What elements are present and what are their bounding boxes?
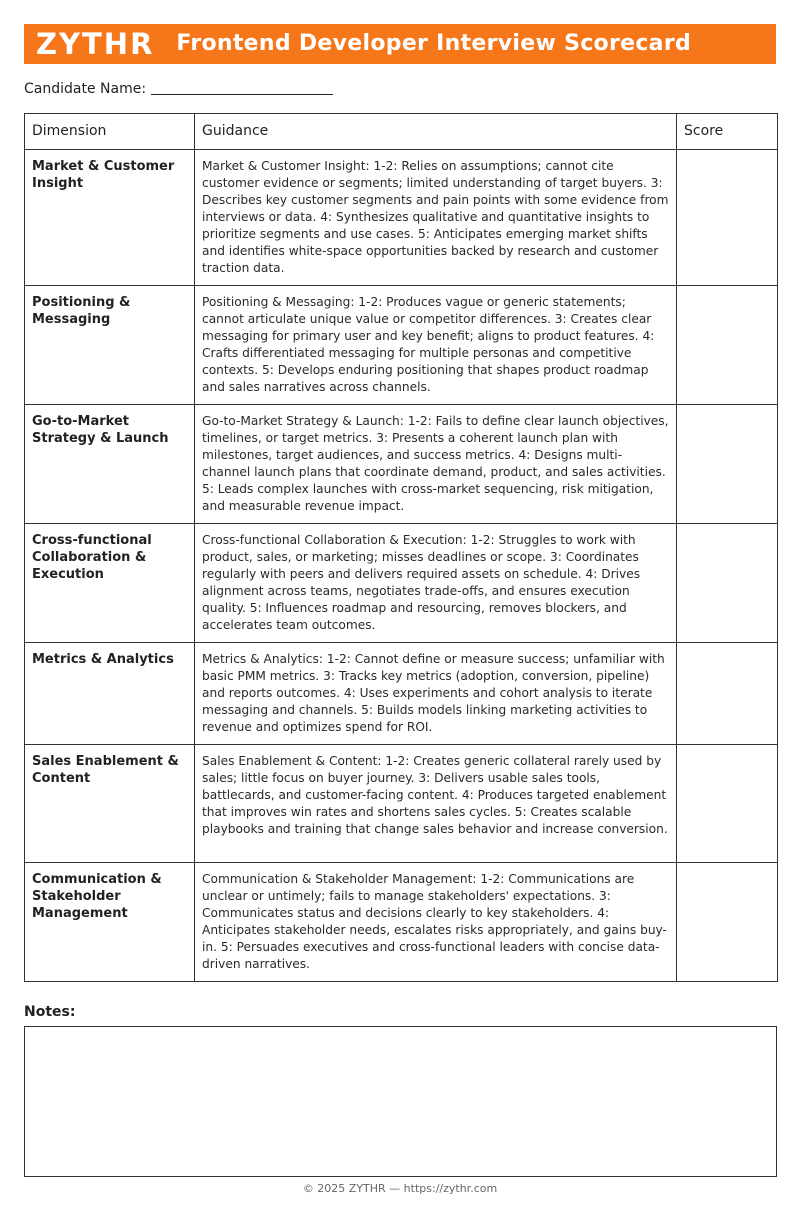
score-cell[interactable] — [677, 286, 778, 405]
score-cell[interactable] — [677, 643, 778, 745]
score-cell[interactable] — [677, 150, 778, 286]
score-cell[interactable] — [677, 405, 778, 524]
table-row — [25, 745, 778, 863]
zythr-logo: ZYTHR — [36, 27, 155, 61]
score-cell[interactable] — [677, 745, 778, 863]
table-row — [25, 286, 778, 405]
dimension-cell: Metrics & Analytics — [25, 643, 195, 745]
table-row — [25, 405, 778, 524]
candidate-name-row — [24, 78, 333, 97]
guidance-cell: Communication & Stakeholder Management: 1-2: Communications are unclear or untimely; fails to manage stakeholders' expectations. 3: Communicates status and decisions clearly to key stakeholders. 4: Anticipates stakeholder needs, escalates risks appropriately, and gains buy-in. 5: Persuades executives and cross-functional leaders with concise data-driven narratives. — [195, 863, 677, 982]
scorecard-table — [24, 113, 778, 982]
dimension-cell: Sales Enablement & Content — [25, 745, 195, 863]
guidance-cell: Sales Enablement & Content: 1-2: Creates generic collateral rarely used by sales; little focus on buyer journey. 3: Delivers usable sales tools, battlecards, and customer-facing content. 4: Produces targeted enablement that improves win rates and shortens sales cycles. 5: Creates scalable playbooks and training that change sales behavior and increase conversion. — [195, 745, 677, 863]
table-row — [25, 643, 778, 745]
footer-copyright: © 2025 ZYTHR — https://zythr.com — [302, 1182, 498, 1195]
guidance-cell: Cross-functional Collaboration & Execution: 1-2: Struggles to work with product, sales, or marketing; misses deadlines or scope. 3: Coordinates regularly with peers and delivers required assets on schedule. 4: Drives alignment across teams, negotiates trade-offs, and ensures execution quality. 5: Influences roadmap and resourcing, removes blockers, and accelerates team outcomes. — [195, 524, 677, 643]
guidance-cell: Positioning & Messaging: 1-2: Produces vague or generic statements; cannot articulate unique value or competitor differences. 3: Creates clear messaging for primary user and key benefit; aligns to product features. 4: Crafts differentiated messaging for multiple personas and competitive contexts. 5: Develops enduring positioning that shapes product roadmap and sales narratives across channels. — [195, 286, 677, 405]
dimension-cell: Go-to-Market Strategy & Launch — [25, 405, 195, 524]
score-cell[interactable] — [677, 524, 778, 643]
dimension-cell: Market & Customer Insight — [25, 150, 195, 286]
column-header-guidance: Guidance — [195, 114, 677, 150]
table-header-row — [25, 114, 778, 150]
column-header-score: Score — [677, 114, 778, 150]
guidance-cell: Go-to-Market Strategy & Launch: 1-2: Fails to define clear launch objectives, timelines, or target metrics. 3: Presents a coherent launch plan with milestones, target audiences, and success metrics. 4: Designs multi-channel launch plans that coordinate demand, product, and sales activities. 5: Leads complex launches with cross-market sequencing, risk mitigation, and measurable revenue impact. — [195, 405, 677, 524]
notes-label: Notes: — [24, 1004, 76, 1020]
candidate-name-label: Candidate Name: — [24, 81, 147, 97]
column-header-dimension: Dimension — [25, 114, 195, 150]
guidance-cell: Market & Customer Insight: 1-2: Relies on assumptions; cannot cite customer evidence or segments; limited understanding of target buyers. 3: Describes key customer segments and pain points with some evidence from interviews or data. 4: Synthesizes qualitative and quantitative insights to prioritize segments and use cases. 5: Anticipates emerging market shifts and identifies white-space opportunities backed by research and customer traction data. — [195, 150, 677, 286]
guidance-cell: Metrics & Analytics: 1-2: Cannot define or measure success; unfamiliar with basic PMM metrics. 3: Tracks key metrics (adoption, conversion, pipeline) and reports outcomes. 4: Uses experiments and cohort analysis to iterate messaging and channels. 5: Builds models linking marketing activities to revenue and optimizes spend for ROI. — [195, 643, 677, 745]
page-title: Frontend Developer Interview Scorecard — [176, 31, 692, 56]
score-cell[interactable] — [677, 863, 778, 982]
notes-box[interactable] — [24, 1026, 777, 1177]
table-row — [25, 863, 778, 982]
dimension-cell: Communication & Stakeholder Management — [25, 863, 195, 982]
candidate-name-line[interactable] — [151, 80, 333, 95]
header-bar — [24, 24, 776, 64]
dimension-cell: Positioning & Messaging — [25, 286, 195, 405]
table-row — [25, 524, 778, 643]
dimension-cell: Cross-functional Collaboration & Execution — [25, 524, 195, 643]
table-row — [25, 150, 778, 286]
